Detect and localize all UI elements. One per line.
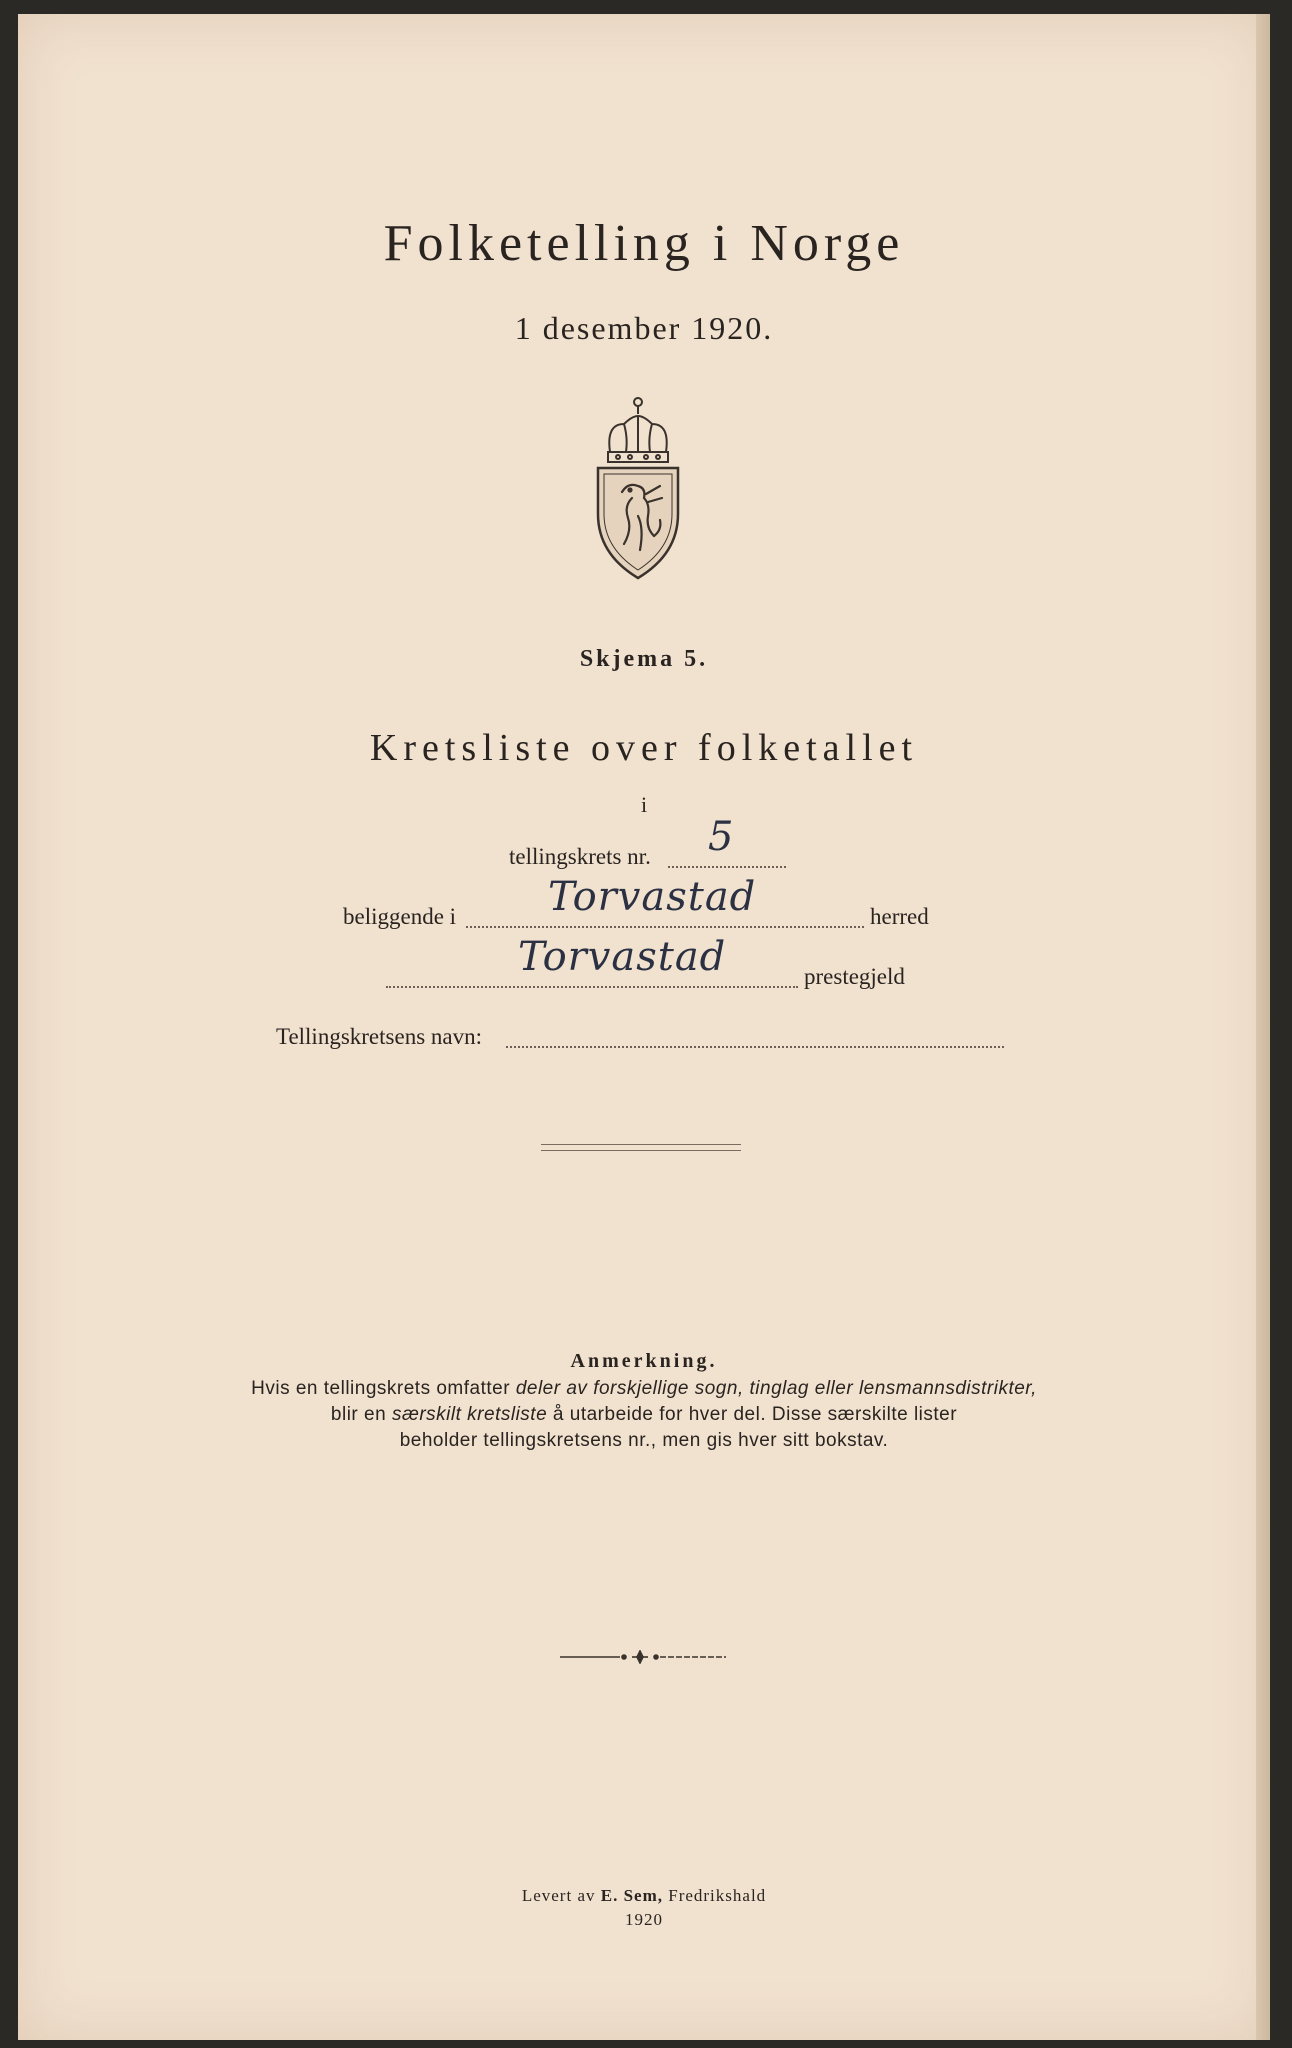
printer-year: 1920 <box>625 1910 663 1929</box>
ornament-divider-icon <box>558 1650 728 1664</box>
note-line-1-emphasis: deler av forskjellige sogn, tinglag eller lensmannsdistrikter, <box>515 1378 1037 1399</box>
note-line-2-emphasis: særskilt kretsliste <box>391 1404 548 1425</box>
printer-city: Fredrikshald <box>662 1886 767 1905</box>
beliggende-label: beliggende i <box>343 904 457 929</box>
document-page <box>18 14 1270 2040</box>
document-date: 1 desember 1920. <box>514 310 774 346</box>
document-title: Folketelling i Norge <box>383 215 905 272</box>
note-line-3: beholder tellingskretsens nr., men gis hver sitt bokstav. <box>399 1430 889 1451</box>
printer-name: E. Sem, <box>600 1886 663 1905</box>
tellingskrets-value: 5 <box>708 814 735 860</box>
schema-label: Skjema 5. <box>579 646 709 672</box>
tellingskrets-label: tellingskrets nr. <box>509 844 651 869</box>
navn-label: Tellingskretsens navn: <box>276 1024 482 1049</box>
note-line-2 <box>18 1404 1270 1426</box>
printer-credit <box>18 1886 1270 1906</box>
prestegjeld-line <box>386 986 798 988</box>
herred-value: Torvastad <box>548 874 757 920</box>
navn-line <box>506 1046 1004 1048</box>
note-line-2-text-b: å utarbeide for hver del. Disse særskilte lister <box>547 1404 958 1425</box>
note-line-1-text: Hvis en tellingskrets omfatter <box>251 1378 516 1399</box>
tellingskrets-line <box>668 866 786 868</box>
herred-line <box>466 926 864 928</box>
prestegjeld-label: prestegjeld <box>804 964 905 989</box>
prestegjeld-value: Torvastad <box>518 934 727 980</box>
norwegian-coat-of-arms-icon <box>588 394 688 584</box>
list-heading: Kretsliste over folketallet <box>369 727 919 769</box>
herred-label: herred <box>870 904 929 929</box>
note-line-2-text-a: blir en <box>330 1404 392 1425</box>
preposition-i: i <box>640 792 648 817</box>
note-title: Anmerkning. <box>570 1350 718 1372</box>
printer-prefix: Levert av <box>521 1886 601 1905</box>
double-rule-divider <box>541 1144 741 1151</box>
note-line-1 <box>18 1378 1270 1400</box>
